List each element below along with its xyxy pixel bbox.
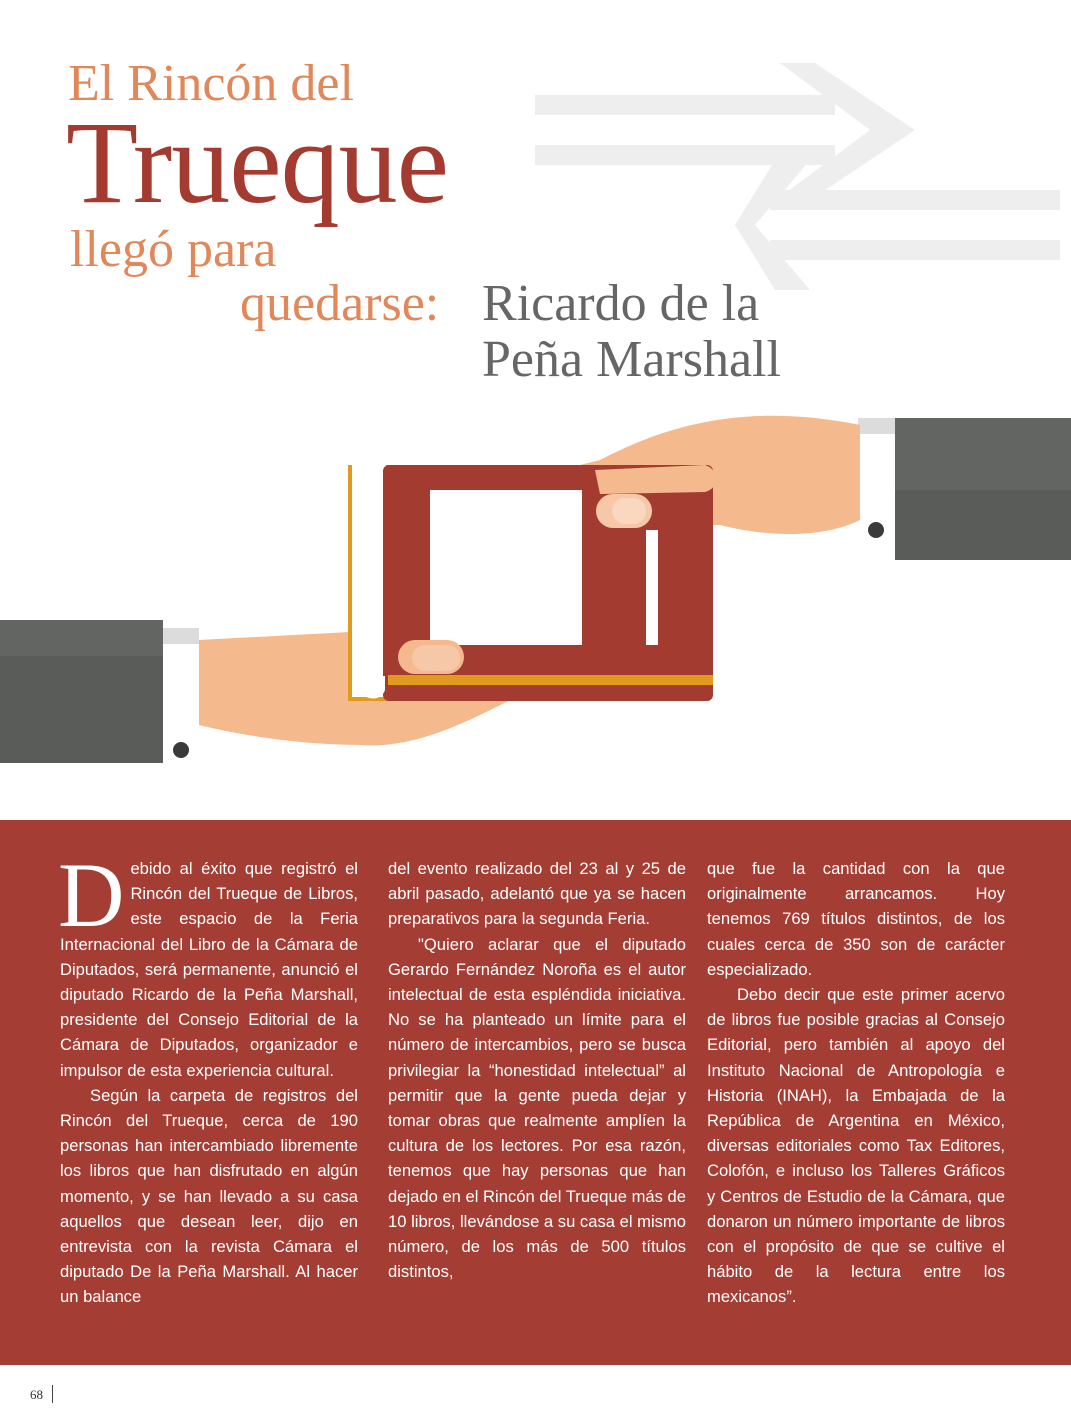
article-column-2 [388,856,686,1284]
title-name-line-2: Peña Marshall [482,331,781,388]
article-paragraph: del evento realizado del 23 al y 25 de abril pasado, adelantó que ya se hacen preparativos para la segunda Feria. [388,859,686,929]
drop-cap: D [58,844,125,946]
page-number-divider [52,1385,53,1403]
paragraph-text: ebido al éxito que registró el Rincón del Trueque de Libros, este espacio de la Feria Internacional del Libro de la Cámara de Diputados, será permanente, anunció el diputado Ricardo de la Peña Marshall, presidente del Consejo Editorial de la Cámara de Diputados, organizador e impulsor de esta experiencia cultural. [60,859,358,1080]
title-name-line-1: Ricardo de la [482,275,760,332]
title-main-word: Trueque [66,97,448,228]
article-paragraph: Debo decir que este primer acervo de libros fue posible gracias al Consejo Editorial, pero también al apoyo del Instituto Nacional de Antropología e Historia (INAH), la Embajada de la República de Argentina en México, diversas editoriales como Tax Editores, Colofón, e incluso los Talleres Gráficos y Centros de Estudio de la Cámara, que donaron un número importante de libros con el propósito de que se cultive el hábito de la lectura entre los mexicanos”. [707,985,1005,1307]
title-line-1: El Rincón del [68,55,354,112]
article-paragraph [58,844,358,1083]
article-column-3 [707,856,1005,1310]
article-column-1 [58,844,358,1310]
title-line-4: quedarse: [240,275,440,332]
exchange-arrows-icon [530,55,1071,295]
left-cuff-button [173,742,189,758]
article-paragraph: que fue la cantidad con la que originalmente arrancamos. Hoy tenemos 769 títulos distintos, de los cuales cerca de 350 son de carácter especializado. [707,859,1005,979]
article-paragraph: "Quiero aclarar que el diputado Gerardo Fernández Noroña es el autor intelectual de esta espléndida iniciativa. No se ha planteado un límite para el número de intercambios, pero se busca privilegiar la “honestidad intelectual” al permitir que la gente pueda dejar y tomar obras que realmente amplíen la cultura de los lectores. Por esa razón, tenemos que hay personas que han dejado en el Rincón del Trueque más de 10 libros, llevándose a su casa el mismo número, de los más de 500 títulos distintos, [388,934,686,1282]
article-body-panel [0,820,1071,1365]
right-cuff-button [868,522,884,538]
book-exchange-illustration [0,400,1071,780]
article-paragraph: Según la carpeta de registros del Rincón del Trueque, cerca de 190 personas han intercambiado libremente los libros que han disfrutado en algún momento, y se han llevado a su casa aquellos que desean leer, dijo en entrevista con la revista Cámara el diputado De la Peña Marshall. Al hacer un balance [60,1085,358,1307]
title-line-3: llegó para [70,221,277,278]
page-number: 68 [30,1387,43,1402]
